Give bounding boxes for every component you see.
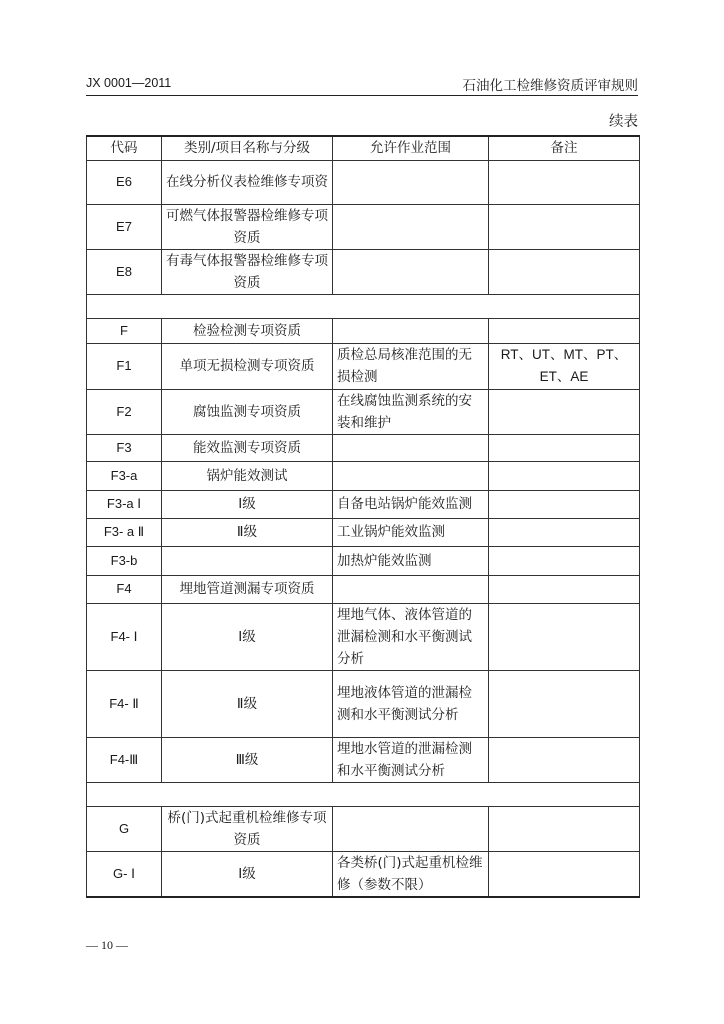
scope-cell: 工业锅炉能效监测	[333, 518, 489, 546]
table-row	[87, 318, 640, 343]
document-title: 石油化工检维修资质评审规则	[462, 78, 638, 94]
qualification-table	[86, 135, 640, 898]
table-row	[87, 575, 640, 603]
note-cell	[489, 490, 640, 518]
scope-cell: 各类桥(门)式起重机检维修（参数不限）	[333, 851, 489, 897]
continued-label: 续表	[609, 114, 638, 130]
spacer-cell	[87, 782, 640, 806]
name-cell: Ⅰ级	[162, 603, 333, 670]
table-section-spacer	[87, 782, 640, 806]
code-cell: F1	[87, 343, 162, 389]
column-header-code: 代码	[87, 136, 162, 160]
scope-cell: 自备电站锅炉能效监测	[333, 490, 489, 518]
code-cell: F2	[87, 389, 162, 434]
name-cell: 能效监测专项资质	[162, 434, 333, 461]
code-cell: G	[87, 806, 162, 851]
scope-cell: 质检总局核准范围的无损检测	[333, 343, 489, 389]
code-cell: F	[87, 318, 162, 343]
note-cell	[489, 806, 640, 851]
name-cell: Ⅲ级	[162, 737, 333, 782]
column-header-name: 类别/项目名称与分级	[162, 136, 333, 160]
table-row	[87, 737, 640, 782]
column-header-note: 备注	[489, 136, 640, 160]
scope-cell	[333, 249, 489, 294]
code-cell: F3-b	[87, 546, 162, 575]
scope-cell: 在线腐蚀监测系统的安装和维护	[333, 389, 489, 434]
code-cell: F4- Ⅱ	[87, 670, 162, 737]
note-cell	[489, 851, 640, 897]
name-cell: 有毒气体报警器检维修专项资质	[162, 249, 333, 294]
table-row	[87, 518, 640, 546]
name-cell: 在线分析仪表检维修专项资	[162, 160, 333, 204]
code-cell: F4- Ⅰ	[87, 603, 162, 670]
document-code: JX 0001—2011	[86, 76, 172, 90]
note-cell	[489, 434, 640, 461]
note-cell	[489, 737, 640, 782]
code-cell: E6	[87, 160, 162, 204]
name-cell: 桥(门)式起重机检维修专项资质	[162, 806, 333, 851]
note-cell	[489, 575, 640, 603]
table-row	[87, 461, 640, 490]
table-row	[87, 603, 640, 670]
note-cell	[489, 461, 640, 490]
code-cell: F3	[87, 434, 162, 461]
table-row	[87, 490, 640, 518]
code-cell: E8	[87, 249, 162, 294]
header-rule	[86, 95, 638, 96]
table-row	[87, 160, 640, 204]
note-cell	[489, 389, 640, 434]
note-cell	[489, 318, 640, 343]
scope-cell: 埋地液体管道的泄漏检测和水平衡测试分析	[333, 670, 489, 737]
scope-cell: 埋地气体、液体管道的泄漏检测和水平衡测试分析	[333, 603, 489, 670]
note-cell	[489, 204, 640, 249]
scope-cell	[333, 160, 489, 204]
name-cell: 锅炉能效测试	[162, 461, 333, 490]
note-cell	[489, 249, 640, 294]
name-cell: Ⅱ级	[162, 518, 333, 546]
name-cell: 单项无损检测专项资质	[162, 343, 333, 389]
code-cell: E7	[87, 204, 162, 249]
note-cell: RT、UT、MT、PT、ET、AE	[489, 343, 640, 389]
code-cell: F3-a Ⅰ	[87, 490, 162, 518]
scope-cell	[333, 575, 489, 603]
spacer-cell	[87, 294, 640, 318]
name-cell: Ⅱ级	[162, 670, 333, 737]
table-row	[87, 249, 640, 294]
table-row	[87, 546, 640, 575]
table-row	[87, 851, 640, 897]
page-number: — 10 —	[86, 938, 128, 952]
name-cell: 可燃气体报警器检维修专项资质	[162, 204, 333, 249]
table-row	[87, 204, 640, 249]
note-cell	[489, 603, 640, 670]
name-cell: 腐蚀监测专项资质	[162, 389, 333, 434]
name-cell	[162, 546, 333, 575]
code-cell: F3-a	[87, 461, 162, 490]
scope-cell	[333, 434, 489, 461]
note-cell	[489, 518, 640, 546]
name-cell: Ⅰ级	[162, 851, 333, 897]
scope-cell	[333, 204, 489, 249]
table-header-row	[87, 136, 640, 160]
code-cell: F4	[87, 575, 162, 603]
table-row	[87, 434, 640, 461]
scope-cell	[333, 318, 489, 343]
table-row	[87, 806, 640, 851]
name-cell: 埋地管道测漏专项资质	[162, 575, 333, 603]
note-cell	[489, 546, 640, 575]
column-header-scope: 允许作业范围	[333, 136, 489, 160]
name-cell: 检验检测专项资质	[162, 318, 333, 343]
note-cell	[489, 670, 640, 737]
scope-cell	[333, 806, 489, 851]
table-section-spacer	[87, 294, 640, 318]
code-cell: G- Ⅰ	[87, 851, 162, 897]
table-row	[87, 389, 640, 434]
name-cell: Ⅰ级	[162, 490, 333, 518]
code-cell: F4-Ⅲ	[87, 737, 162, 782]
code-cell: F3- a Ⅱ	[87, 518, 162, 546]
scope-cell: 埋地水管道的泄漏检测和水平衡测试分析	[333, 737, 489, 782]
scope-cell	[333, 461, 489, 490]
table-row	[87, 670, 640, 737]
table-row	[87, 343, 640, 389]
note-cell	[489, 160, 640, 204]
scope-cell: 加热炉能效监测	[333, 546, 489, 575]
